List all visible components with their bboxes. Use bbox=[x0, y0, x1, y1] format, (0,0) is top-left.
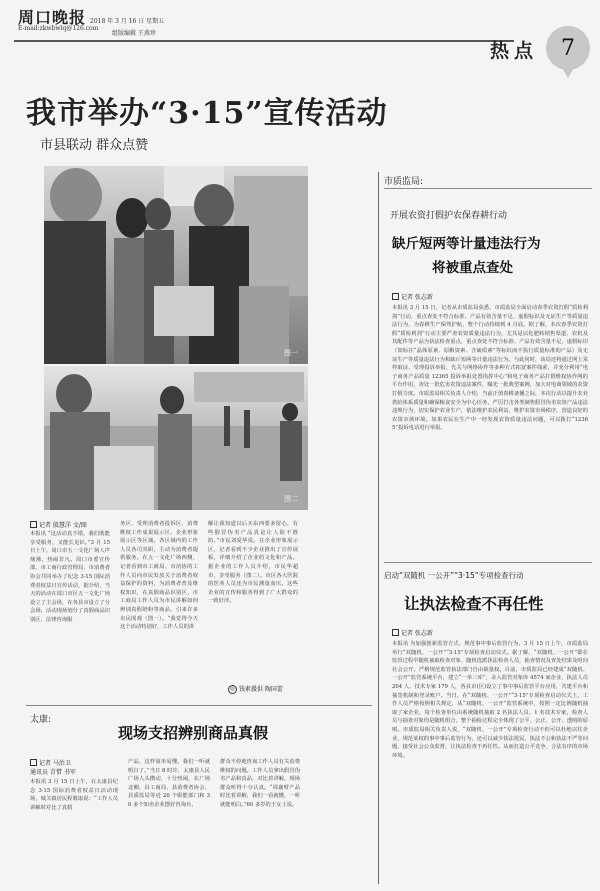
story1-headline-line-2: 将被重点查处 bbox=[432, 260, 513, 276]
main-body-col-1: 本报讯 “这活动真不错，我们既能享受服务，又能长见识。”3 月 15 日上午，周口市五一文化广场人声鼎沸，热闹非凡。周口市委宣传部、市工商行政管理局、市消费者协会共同举办了纪念 3·15 国际消费者权益日宣传活动，据介绍，当天的活动在周口市区五一文化广场设立了主会场，在各县市设立了分会场。活动现场划分了真假商品识别区、法律咨询服 bbox=[30, 531, 110, 623]
main-headline: 我市举办“3·15”宣传活动 bbox=[26, 96, 388, 131]
header-date: 2018 年 3 月 16 日 星期五 bbox=[90, 18, 165, 25]
byline-box-icon bbox=[30, 521, 37, 528]
main-credit: ◎ 钱素援供 陶国蕾 bbox=[228, 684, 283, 694]
right-divider bbox=[384, 562, 592, 563]
photo-1-label: 图一 bbox=[284, 349, 298, 357]
section-label: 热点 bbox=[489, 40, 538, 62]
taikang-kicker: 太康: bbox=[30, 715, 52, 725]
main-body-col-2: 务区、受理消费者投诉区、消费维权工作成果展示区、企业形象展示区等区域。各区域内的工作人员各司其职，主动为消费者提供服务。在五一文化广场西侧，记者看到市工商局、市消协的工作人员向市民发放关于消费者权益保护的资料，为消费者普及维权知识，在真假商品识别区，市工商局工作人员为市民讲解如何辨别真假奶粉等商品，引来许多市民围观（图一）。“我觉得今天这个活动特别好，工作人员的讲 bbox=[120, 521, 198, 631]
photo-1-image bbox=[44, 166, 308, 364]
right-kicker: 市质监局: bbox=[384, 177, 424, 187]
photo-1 bbox=[44, 166, 308, 364]
photo-2-label: 图二 bbox=[284, 495, 298, 503]
taikang-byline-2: 通讯员 青惜 书军 bbox=[30, 769, 76, 776]
taikang-body-col-1: 本报讯 3 月 15 日上午，在太康县纪念 3·15 国际消费者权益日活动现场，城关镇居民程歌取说：“工作人员讲解时对比了真假 bbox=[30, 779, 118, 811]
header-rule bbox=[14, 40, 514, 42]
page-number-badge bbox=[546, 26, 590, 70]
taikang-headline: 现场支招辨别商品真假 bbox=[118, 724, 269, 742]
story1-headline-line-1: 缺斤短两等计量违法行为 bbox=[392, 236, 541, 252]
story1-body: 本报讯 3 月 15 日，记者从市质监局获悉，市质监局全面启动春季农资打假“质检利剑”行动，重点查处不符合标准、产品有效含量不足、虚假标识及无证生产等质量违法行为，为春耕生产保驾护航，整个行动持续到 4 月底。据了解，本次春季农资打假“质检利剑”行动主要严查农资质量违法行为，尤其是以化肥转销售渠道、农机及其配件等产品为执法检查重点，重点查处不符合标准、产品有效含量不足、虚假标识（如标注“晶体原素、原粮资素、含硫质素”等标识而不执行质量标准的产品）及无证生产等质量违法行为和缺斤短两等计量违法行为。与此同时，该局还将通过网上采样取证、受理投诉举报、先关与网络协作等多种方式拓宽案件线索，并充分利用“电子商务产品质量 12365 投诉举报处置指挥中心”和电子商务产品打假维权协作网的平台作用，查处一批危害农资违法案件，曝光一批典型案例，加大对电商领域的农资打假力度。市质监局相关负责人介绍，当前正值春耕备播之际，本次行动以提升农业供给体系质量和确保粮食安全为中心任务，严厉打击各类制售假冒伪劣农资产品违法违规行为，切实保护农业生产，依法维护农民利益，维护农资市场秩序，营造良好的农资市场环境。如果农民在生产中一经发现农资质量违法问题，可以拨打“12365”投诉电话进行举报。 bbox=[392, 305, 588, 432]
main-subhead: 市县联动 群众点赞 bbox=[40, 138, 149, 153]
story2-pre-title: 启动“双随机 一公开”“3·15”专项检查行动 bbox=[384, 571, 524, 580]
header-editor: 组版编辑 王燕珍 bbox=[112, 30, 156, 37]
taikang-body-col-3: 群众不停地咨询工作人员有关消费维权的问题。工作人员拿出假冒伪劣产品和真品，对比着讲解，现场群众听得十分认真。“周襄臂产品时比着讲解，我们一看就懂，一听就能明白。”60 多岁的王女士说。 bbox=[220, 759, 300, 808]
story1-pre-title: 开展农资打假护农保春耕行动 bbox=[390, 211, 508, 221]
main-body-col-3: 解让我知道以后买东西要多留心，有些假冒伪劣产品真是让人防不胜防。”市民刘爱华说。在企业形象展示区，记者看到不少企业推出了宣传展板，详细介绍了企业的文化和产品。据企业的工作人员介绍，市民华超市、享受服务（图二）。市区各大医院的医务人员还为市民测量血压。这些企业的宣传和服务得到了广大群众的一致好评。 bbox=[208, 521, 298, 605]
end-mark-icon: ◎ bbox=[228, 685, 237, 694]
masthead: 周口晚报 bbox=[18, 8, 87, 27]
byline-box-icon bbox=[30, 759, 37, 766]
right-column-border bbox=[378, 172, 379, 884]
byline-box-icon bbox=[392, 629, 399, 636]
divider-taikang bbox=[26, 705, 372, 706]
story2-body: 本报讯 为加强创新监管方式，规范事中事后监管行为，3 月 15 日上午，市质监局举行“双随机、一公开”“3·15”专项检查启动仪式。据了解，“双随机、一公开”即在监管过程中随机抽取检查对象、随机选派执法检查人员，抽查情况及查处结果及时向社会公开。严格规范监管执法部门自由裁量权。目前，市质监局已经建成“双随机、一公开”监管系统平台，建立“一单三库”，录入监管对象库 4574 家企业、执法人员 204 人、技术专家 179 人，各县市(区)设立了事中事后监管平台应用，共建平台和抽签机制和登录账户。当日，在“双随机、一公开”“3·15”专项检查启动仪式上，工作人员严格按照相关规定，从“双随机、一公开”监管系统中，按照一定比例随机抽取了家企业，每个检查单位由系统随机抽取 2 名执法人员、1 名技术专家，检查人员与抽查对象均是随机组合，整个抽检过程完全体现了公平、公正、公开、透明的原则。市质监局相关负责人说，“双随机、一公开”专项检查行动不但可以杜绝以往企业、规范某权的事中事后监管行为，还可以减少执法扰民、执法不公和执法不严等问题，接受社会公众监督，让执法检查不再任性。从而打造公平竞争、合法有序的市场环境。 bbox=[392, 641, 588, 759]
story2-byline: 记者 张志新 bbox=[392, 628, 433, 637]
right-kicker-rule bbox=[384, 188, 592, 189]
taikang-byline-1: 记者 马治卫 bbox=[30, 758, 71, 767]
byline-box-icon bbox=[392, 293, 399, 300]
main-byline: 记者 殷慧洋 文/图 bbox=[30, 520, 87, 529]
photo-2 bbox=[44, 366, 308, 510]
taikang-body-col-2: 产品，这样简单易懂，我们一听就明白了。”当日 8 时许，太康县人民广场人头攒动，十分热闹，在广场北侧，县工商局、县消费者协会、县质监局等近 20 个职能部门和 30 多个知名企业摆好咨询台， bbox=[128, 759, 210, 808]
header-email: E-mail:zkwbwlq@126.com bbox=[18, 25, 99, 32]
photo-2-image bbox=[44, 366, 308, 510]
page-number: 7 bbox=[561, 35, 575, 61]
story2-headline: 让执法检查不再任性 bbox=[404, 594, 544, 613]
story1-byline: 记者 张志新 bbox=[392, 292, 433, 301]
